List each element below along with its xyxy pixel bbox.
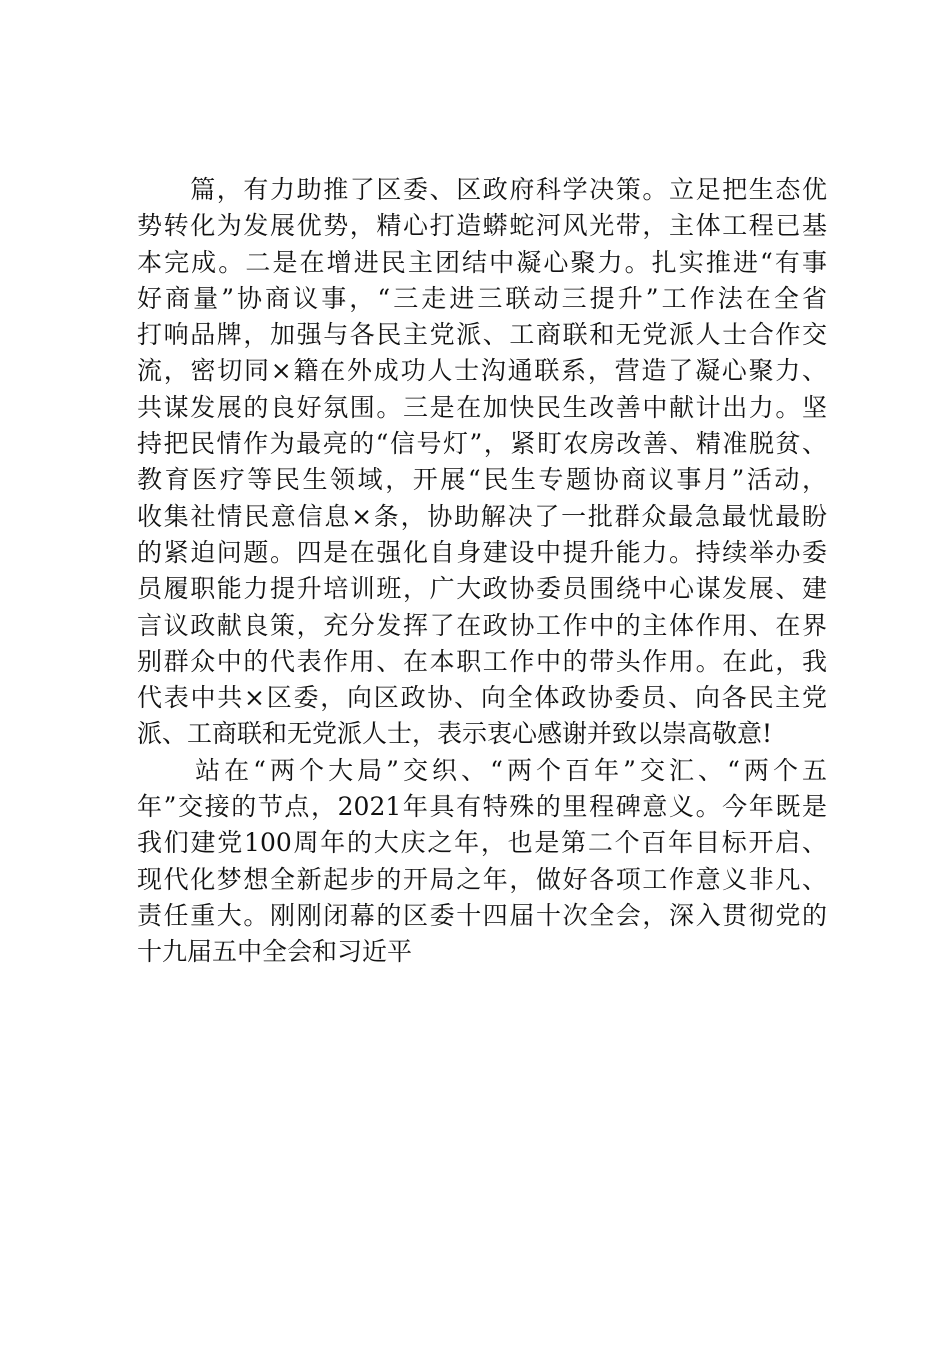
text-line: 篇，有力助推了区委、区政府科学决策。立足把生态优	[137, 175, 827, 204]
text-line: 别群众中的代表作用、在本职工作中的带头作用。在此，我	[137, 646, 827, 676]
document-body	[137, 172, 827, 971]
text-line: 的紧迫问题。四是在强化自身建设中提升能力。持续举办委	[137, 537, 827, 567]
text-line: 我们建党100周年的大庆之年，也是第二个百年目标开启、	[137, 828, 827, 858]
text-line: 打响品牌，加强与各民主党派、工商联和无党派人士合作交	[137, 320, 827, 350]
text-line: 代表中共×区委，向区政协、向全体政协委员、向各民主党	[137, 683, 827, 713]
text-line: 好商量”协商议事，“三走进三联动三提升”工作法在全省	[137, 283, 827, 313]
text-line: 现代化梦想全新起步的开局之年，做好各项工作意义非凡、	[137, 864, 827, 894]
text-line: 派、工商联和无党派人士，表示衷心感谢并致以崇高敬意!	[137, 719, 773, 749]
text-line: 言议政献良策，充分发挥了在政协工作中的主体作用、在界	[137, 610, 827, 640]
text-line: 持把民情作为最亮的“信号灯”，紧盯农房改善、精准脱贫、	[137, 429, 827, 459]
text-line: 共谋发展的良好氛围。三是在加快民生改善中献计出力。坚	[137, 392, 827, 422]
text-line: 流，密切同×籍在外成功人士沟通联系，营造了凝心聚力、	[137, 356, 827, 386]
text-line: 站在“两个大局”交织、“两个百年”交汇、“两个五	[137, 755, 827, 785]
text-line: 收集社情民意信息×条，协助解决了一批群众最急最忧最盼	[137, 501, 827, 531]
text-line: 势转化为发展优势，精心打造蟒蛇河风光带，主体工程已基	[137, 211, 827, 241]
text-line: 员履职能力提升培训班，广大政协委员围绕中心谋发展、建	[137, 574, 827, 604]
text-line: 本完成。二是在增进民主团结中凝心聚力。扎实推进“有事	[137, 247, 827, 277]
paragraph-1	[137, 172, 827, 753]
paragraph-2	[137, 753, 827, 971]
text-line: 十九届五中全会和习近平	[137, 937, 413, 967]
text-line: 年”交接的节点，2021年具有特殊的里程碑意义。今年既是	[137, 792, 827, 822]
text-line: 责任重大。刚刚闭幕的区委十四届十次全会，深入贯彻党的	[137, 900, 827, 930]
text-line: 教育医疗等民生领域，开展“民生专题协商议事月”活动，	[137, 465, 827, 495]
